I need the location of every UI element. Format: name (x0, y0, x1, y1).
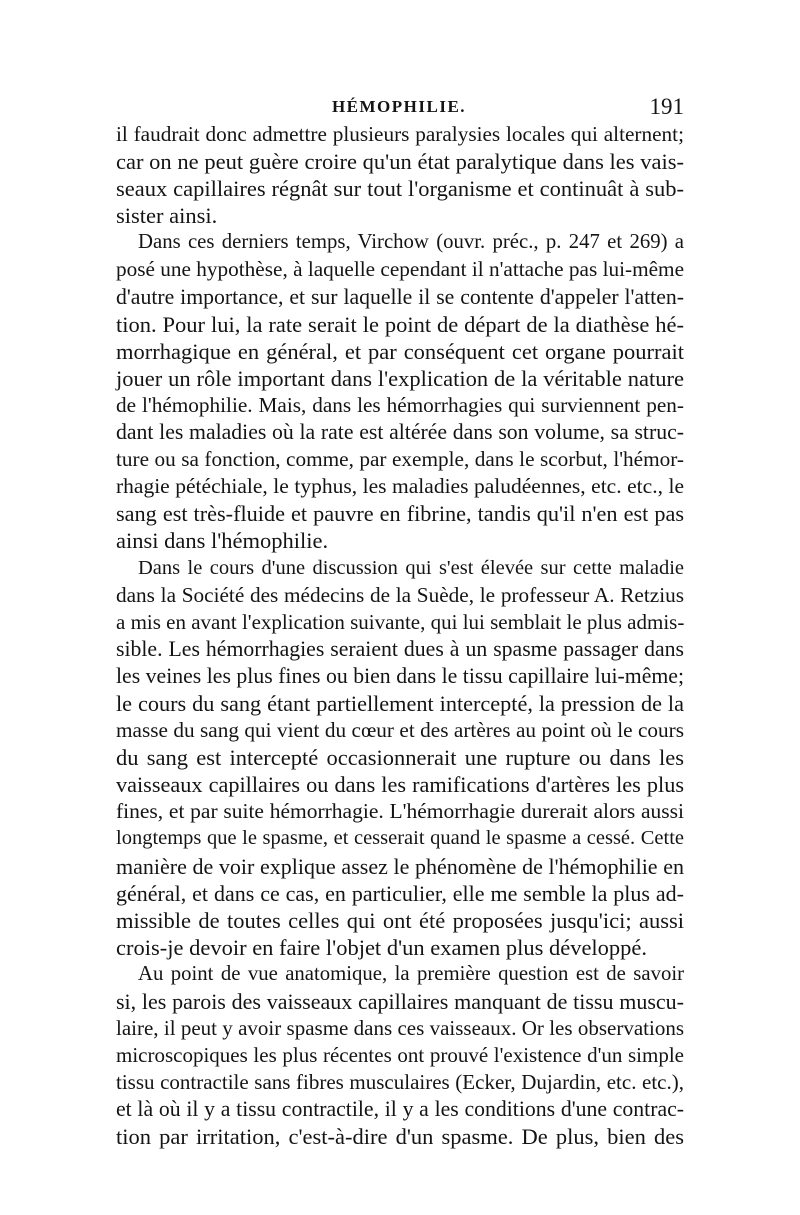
text-line: Au point de vue anatomique, la première question est de savoir (138, 962, 684, 985)
paragraph-2 (116, 229, 684, 554)
page-number: 191 (649, 94, 684, 119)
text-line: manière de voir explique assez le phénomène de l'hémophilie en (116, 853, 684, 879)
paragraph-3 (116, 555, 684, 961)
text-line: si, les parois des vaisseaux capillaires manquant de tissu muscu- (116, 989, 684, 1014)
text-line: sister ainsi. (116, 203, 218, 229)
text-line: car on ne peut guère croire qu'un état paralytique dans les vais- (116, 149, 684, 175)
running-title: HÉMOPHILIE. (331, 97, 467, 116)
text-line: a mis en avant l'explication suivante, qui lui semblait le plus admis- (116, 609, 685, 634)
text-line: général, et dans ce cas, en particulier, elle me semble la plus ad- (116, 880, 684, 906)
text-line: missible de toutes celles qui ont été proposées jusqu'ici; aussi (116, 907, 684, 933)
text-line: il faudrait donc admettre plusieurs paralysies locales qui alternent; (116, 122, 684, 146)
text-line: d'autre importance, et sur laquelle il se contente d'appeler l'atten- (116, 284, 684, 309)
text-line: les veines les plus fines ou bien dans le tissu capillaire lui-même; (116, 663, 684, 688)
text-line: Dans ces derniers temps, Virchow (ouvr. préc., p. 247 et 269) a (138, 231, 684, 254)
text-line: jouer un rôle important dans l'explication de la véritable nature (116, 365, 684, 391)
text-line: vaisseaux capillaires ou dans les ramifications d'artères les plus (116, 772, 684, 798)
text-line: morrhagique en général, et par conséquent cet organe pourrait (116, 338, 684, 364)
text-line: masse du sang qui vient du cœur et des artères au point où le cours (116, 718, 684, 743)
text-line: crois-je devoir en faire l'objet d'un examen plus développé. (116, 934, 648, 960)
text-line: tion par irritation, c'est-à-dire d'un spasme. De plus, bien des (116, 1124, 684, 1150)
text-line: dans la Société des médecins de la Suède, le professeur A. Retzius (116, 582, 684, 607)
body-text (116, 121, 684, 1151)
text-line: seaux capillaires régnât sur tout l'organisme et continuât à sub- (116, 176, 684, 202)
text-line: ainsi dans l'hémophilie. (116, 528, 329, 554)
text-line: du sang est intercepté occasionnerait une rupture ou dans les (116, 745, 684, 771)
text-line: sang est très-fluide et pauvre en fibrine, tandis qu'il n'en est pas (116, 501, 684, 527)
paragraph-1 (116, 121, 684, 229)
paragraph-4 (116, 961, 684, 1151)
text-line: le cours du sang étant partiellement intercepté, la pression de la (116, 690, 684, 716)
text-line: microscopiques les plus récentes ont prouvé l'existence d'un simple (116, 1043, 684, 1068)
text-line: ture ou sa fonction, comme, par exemple, dans le scorbut, l'hémor- (116, 447, 684, 472)
text-line: fines, et par suite hémorrhagie. L'hémorrhagie durerait alors aussi (116, 799, 684, 824)
text-line: longtemps que le spasme, et cesserait quand le spasme a cessé. Cette (116, 827, 684, 850)
running-head (114, 94, 684, 120)
text-line: rhagie pétéchiale, le typhus, les maladies paludéennes, etc. etc., le (116, 474, 684, 499)
text-line: tion. Pour lui, la rate serait le point de départ de la diathèse hé- (116, 311, 684, 337)
text-line: tissu contractile sans fibres musculaires (Ecker, Dujardin, etc. etc.), (116, 1070, 684, 1095)
text-line: laire, il peut y avoir spasme dans ces vaisseaux. Or les observations (116, 1016, 684, 1041)
text-line: sible. Les hémorrhagies seraient dues à un spasme passager dans (116, 636, 684, 661)
text-line: dant les maladies où la rate est altérée dans son volume, sa struc- (116, 420, 684, 445)
text-line: et là où il y a tissu contractile, il y a les conditions d'une contrac- (116, 1097, 684, 1122)
text-line: Dans le cours d'une discussion qui s'est élevée sur cette maladie (138, 556, 684, 579)
text-line: posé une hypothèse, à laquelle cependant il n'attache pas lui-même (116, 257, 684, 282)
text-line: de l'hémophilie. Mais, dans les hémorrhagies qui surviennent pen- (116, 392, 684, 417)
